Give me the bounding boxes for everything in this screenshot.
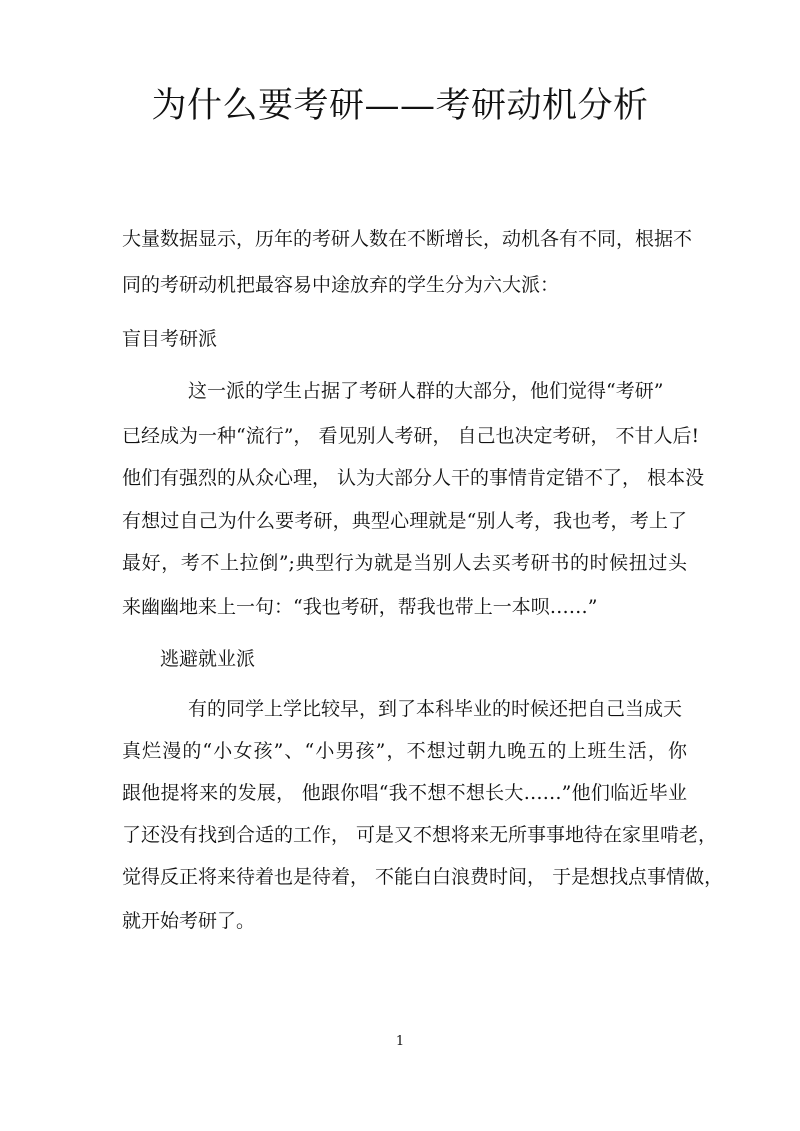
section-escape-line-4: 了还没有找到合适的工作， 可是又不想将来无所事事地待在家里啃老，	[122, 824, 718, 846]
document-title: 为什么要考研——考研动机分析	[151, 86, 649, 126]
section-escape-line-3: 跟他提将来的发展， 他跟你唱“我不想不想长大……”他们临近毕业	[122, 782, 687, 804]
section-blind-line-2: 已经成为一种“流行”， 看见别人考研， 自己也决定考研， 不甘人后!	[122, 425, 700, 447]
section-blind-line-1: 这一派的学生占据了考研人群的大部分，他们觉得“考研”	[188, 380, 664, 402]
section-blind-line-3: 他们有强烈的从众心理， 认为大部分人干的事情肯定错不了， 根本没	[122, 467, 705, 489]
section-heading-blind: 盲目考研派	[122, 328, 218, 350]
intro-line-1: 大量数据显示，历年的考研人数在不断增长，动机各有不同，根据不	[122, 228, 693, 250]
section-blind-line-4: 有想过自己为什么要考研，典型心理就是“别人考，我也考，考上了	[122, 510, 687, 532]
section-escape-line-5: 觉得反正将来待着也是待着， 不能白白浪费时间， 于是想找点事情做，	[122, 866, 724, 888]
section-escape-line-1: 有的同学上学比较早，到了本科毕业的时候还把自己当成天	[188, 698, 683, 720]
intro-line-2: 同的考研动机把最容易中途放弃的学生分为六大派：	[122, 274, 560, 296]
section-blind-line-6: 来幽幽地来上一句：“我也考研，帮我也带上一本呗……”	[122, 596, 598, 618]
page-number: 1	[395, 1034, 405, 1049]
section-blind-line-5: 最好，考不上拉倒”;典型行为就是当别人去买考研书的时候扭过头	[122, 552, 687, 574]
section-heading-escape: 逃避就业派	[160, 648, 256, 670]
section-escape-line-2: 真烂漫的“小女孩”、“小男孩”，不想过朝九晚五的上班生活，你	[122, 740, 687, 762]
section-escape-line-6: 就开始考研了。	[122, 910, 256, 932]
